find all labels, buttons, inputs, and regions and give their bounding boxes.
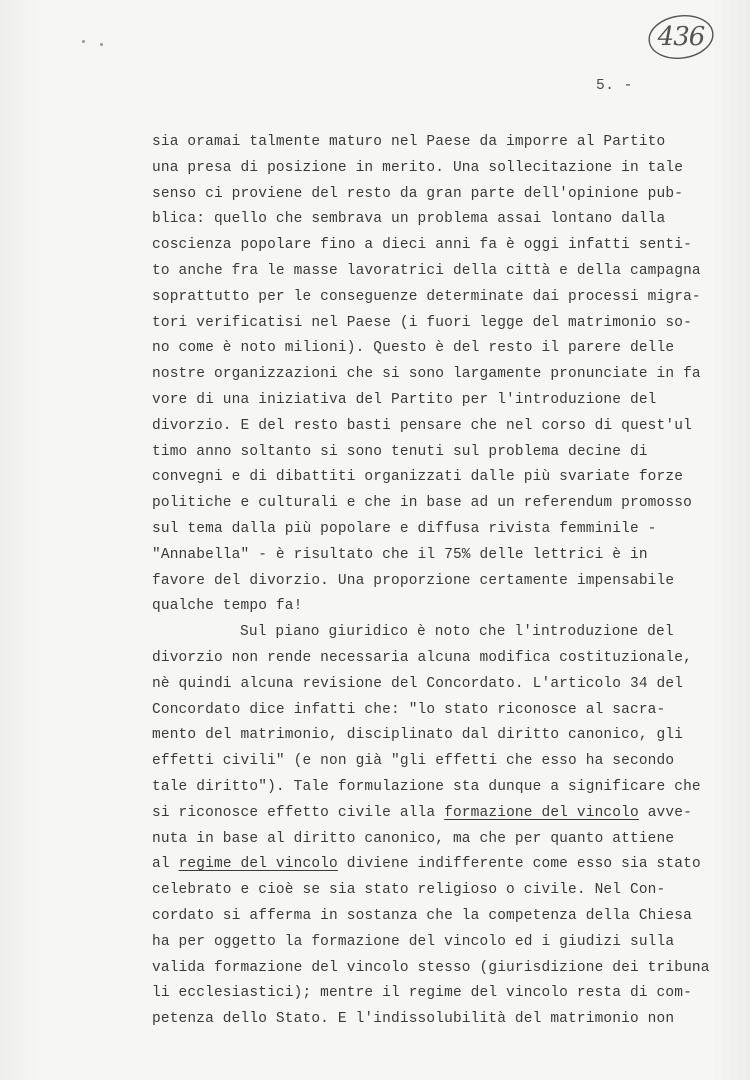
underlined-phrase: regime del vincolo bbox=[178, 856, 338, 873]
text-line: sia oramai talmente maturo nel Paese da imporre al Partito bbox=[152, 134, 666, 150]
text-line: convegni e di dibattiti organizzati dalle più svariate forze bbox=[152, 469, 684, 486]
scan-speck bbox=[82, 40, 85, 43]
text-segment: si riconosce effetto civile alla bbox=[152, 804, 445, 821]
text-line: vore di una iniziativa del Partito per l'introduzione del bbox=[152, 391, 657, 408]
paragraph-start-line: Sul piano giuridico è noto che l'introduzione del bbox=[240, 624, 674, 641]
text-line: soprattutto per le conseguenze determinate dai processi migra- bbox=[152, 288, 701, 305]
text-line: divorzio. E del resto basti pensare che nel corso di quest'ul bbox=[152, 417, 692, 434]
text-line: petenza dello Stato. E l'indissolubilità del matrimonio non bbox=[152, 1011, 675, 1028]
text-line-with-underline bbox=[152, 852, 712, 878]
text-line: favore del divorzio. Una proporzione certamente impensabile bbox=[152, 572, 675, 589]
text-line: nostre organizzazioni che si sono largamente pronunciate in fa bbox=[152, 366, 701, 383]
underlined-phrase: formazione del vincolo bbox=[444, 804, 639, 821]
text-line: "Annabella" - è risultato che il 75% delle lettrici è in bbox=[152, 546, 648, 563]
text-line: ha per oggetto la formazione del vincolo ed i giudizi sulla bbox=[152, 933, 675, 950]
text-line: no come è noto milioni). Questo è del resto il parere delle bbox=[152, 340, 675, 357]
text-line: tori verificatisi nel Paese (i fuori legge del matrimonio so- bbox=[152, 314, 692, 331]
text-segment: avve- bbox=[638, 804, 692, 821]
text-line: divorzio non rende necessaria alcuna modifica costituzionale, bbox=[152, 649, 692, 666]
text-line: valida formazione del vincolo stesso (giurisdizione dei tribuna bbox=[152, 959, 710, 976]
body-text bbox=[152, 130, 712, 1033]
text-line-with-underline bbox=[152, 801, 712, 827]
text-line: qualche tempo fa! bbox=[152, 598, 303, 615]
text-line: nuta in base al diritto canonico, ma che per quanto attiene bbox=[152, 830, 675, 847]
text-segment: al bbox=[152, 856, 179, 873]
text-line: effetti civili" (e non già "gli effetti che esso ha secondo bbox=[152, 753, 675, 770]
text-line: nè quindi alcuna revisione del Concordato. L'articolo 34 del bbox=[152, 675, 684, 692]
text-line: celebrato e cioè se sia stato religioso o civile. Nel Con- bbox=[152, 882, 666, 899]
text-line: politiche e culturali e che in base ad un referendum promosso bbox=[152, 495, 692, 512]
text-line: to anche fra le masse lavoratrici della città e della campagna bbox=[152, 262, 701, 279]
text-line: Concordato dice infatti che: "lo stato riconosce al sacra- bbox=[152, 701, 666, 718]
page-number: 5. - bbox=[596, 78, 633, 94]
text-line: coscienza popolare fino a dieci anni fa è oggi infatti senti- bbox=[152, 237, 692, 254]
text-line: blica: quello che sembrava un problema assai lontano dalla bbox=[152, 211, 666, 228]
text-line: timo anno soltanto si sono tenuti sul problema decine di bbox=[152, 443, 648, 460]
text-line: cordato si afferma in sostanza che la competenza della Chiesa bbox=[152, 907, 692, 924]
scan-speck bbox=[100, 43, 103, 46]
text-line: una presa di posizione in merito. Una sollecitazione in tale bbox=[152, 159, 684, 176]
text-line: sul tema dalla più popolare e diffusa rivista femminile - bbox=[152, 520, 657, 537]
text-segment: diviene indifferente come esso sia stato bbox=[337, 856, 701, 873]
text-line: tale diritto"). Tale formulazione sta dunque a significare che bbox=[152, 778, 701, 795]
text-line: li ecclesiastici); mentre il regime del vincolo resta di com- bbox=[152, 985, 692, 1002]
text-line: mento del matrimonio, disciplinato dal diritto canonico, gli bbox=[152, 727, 684, 744]
archive-stamp bbox=[646, 12, 716, 62]
text-line: senso ci proviene del resto da gran parte dell'opinione pub- bbox=[152, 185, 684, 202]
stamp-number: 436 bbox=[657, 22, 705, 52]
